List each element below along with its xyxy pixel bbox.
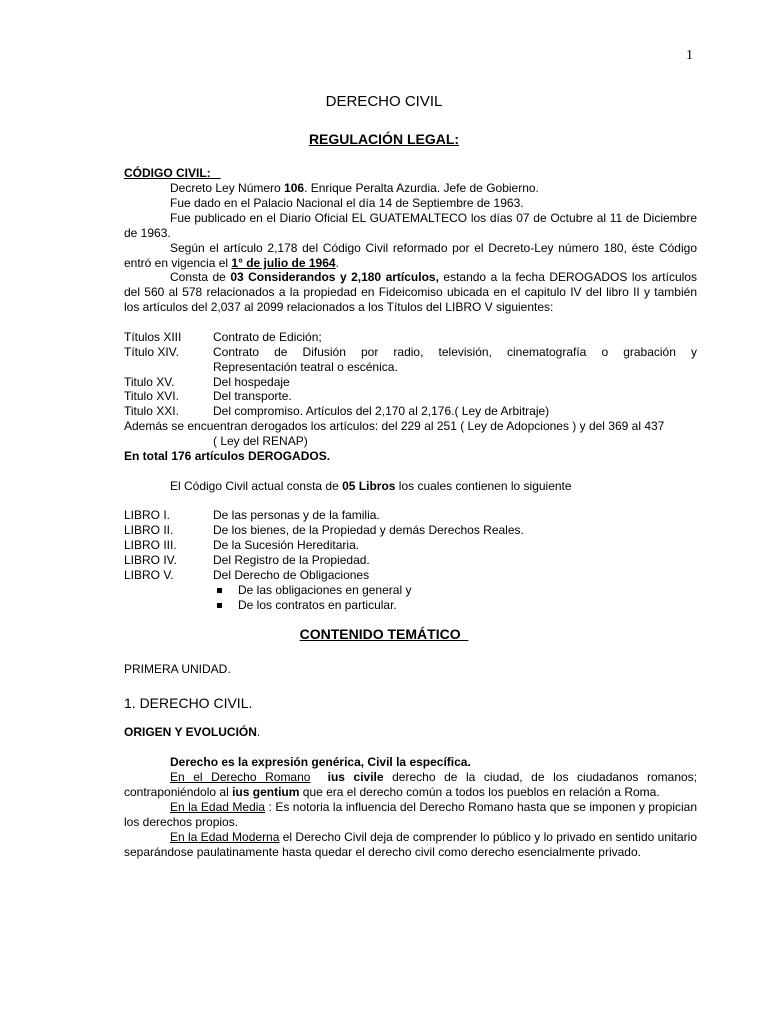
- ademas-line: Además se encuentran derogados los artículos: del 229 al 251 ( Ley de Adopciones ) y del 369 al 437: [124, 419, 665, 433]
- total-derogados: En total 176 artículos DEROGADOS.: [124, 449, 331, 463]
- edad-moderna-paragraph: En la Edad Moderna el Derecho Civil deja de comprender lo público y lo privado en sentido unitario separándose paulatinamente hasta quedar el derecho civil como derecho esencialmente privado.: [124, 830, 698, 859]
- page-number: 1: [686, 48, 693, 63]
- titulo-row: Titulo XVI. Del transporte.: [124, 389, 292, 403]
- libro-row: LIBRO II. De los bienes, de la Propiedad y demás Derechos Reales.: [124, 523, 524, 537]
- edad-media-paragraph: En la Edad Media : Es notoria la influencia del Derecho Romano hasta que se imponen y propician los derechos propios.: [124, 800, 697, 829]
- primera-unidad: PRIMERA UNIDAD.: [124, 662, 231, 676]
- square-bullet-icon: [217, 588, 222, 593]
- libro-row: LIBRO I. De las personas y de la familia.: [124, 508, 380, 522]
- square-bullet-icon: [217, 603, 222, 608]
- contenido-tematico-heading: CONTENIDO TEMÁTICO: [299, 626, 461, 642]
- ademas-line-continued: ( Ley del RENAP): [213, 434, 308, 448]
- decreto-paragraph: Decreto Ley Número 106. Enrique Peralta Azurdia. Jefe de Gobierno.: [170, 181, 539, 195]
- titulo-row: Títulos XIII Contrato de Edición;: [124, 330, 322, 344]
- titulo-row: Titulo XV. Del hospedaje: [124, 375, 290, 389]
- libro-row: LIBRO III. De la Sucesión Hereditaria.: [124, 538, 360, 552]
- section-subtitle: REGULACIÓN LEGAL:: [308, 131, 460, 147]
- section-heading-derecho-civil: 1. DERECHO CIVIL.: [124, 695, 253, 711]
- titulo-row: Titulo XXI. Del compromiso. Artículos del 2,170 al 2,176.( Ley de Arbitraje): [124, 404, 550, 418]
- consta-paragraph: Consta de 03 Considerandos y 2,180 artículos, estando a la fecha DEROGADOS los artículos del 560 al 578 relacionados a la propiedad en Fideicomiso ubicada en el capitulo IV del libro II y también los artículos del 2,037 al 2099 relacionados a los Títulos del LIBRO V siguientes:: [124, 270, 697, 314]
- document-page: 1 DERECHO CIVIL REGULACIÓN LEGAL: CÓDIGO CIVIL: Decreto Ley Número 106. Enrique Peralta Azurdia. Jefe de Gobierno. Fue dado en el Palacio Nacional el día 14 de Septiembre de 1963. Fue publicado en el Diario Oficial EL GUATEMALTECO los días 07 de Octubre al 11 de Diciembre de 1963. Según el artículo 2,178 del Código Civil reformado por el Decreto-Ley número 180, éste Código entró en vigencia el 1° de julio de 1964. Consta de 03 Considerandos y 2,180 artículos, estando a la fecha DEROGADOS los artículos del 560 al 578 relacionados a la propiedad en Fideicomiso ubicada en el capitulo IV del libro II y también los artículos del 2,037 al 2099 relacionados a los Títulos del LIBRO V siguientes: Títulos XIII Contrato de Edición; Título XIV. Contrato de Difusión por radio, televisión, cinematografía o grabación y Representación teatral o escénica. Titulo XV. Del hospedaje Titulo XVI. Del transporte. Titulo XXI. Del compromiso. Artículos del 2,170 al 2,176.( Ley de Arbitraje) Además se encuentran derogados los artículos: del 229 al 251 ( Ley de Adopciones ) y del 369 al 437 ( Ley del RENAP) En total 176 artículos DEROGADOS. El Código Civil actual consta de 05 Libros los cuales contienen lo siguiente LIBRO I. De las personas y de la familia. LIBRO II. De los bienes, de la Propiedad y demás Derechos Reales. LIBRO III. De la Sucesión Hereditaria. LIBRO IV. Del Registro de la Propiedad. LIBRO V. Del Derecho de Obligaciones De las obligaciones en general y De los contratos en particular. CONTENIDO TEMÁTICO PRIMERA UNIDAD. 1. DERECHO CIVIL. ORIGEN Y EVOLUCIÓN. Derecho es la expresión genérica, Civil la específica. En el Derecho Romano ius civile derecho de la ciudad, de los ciudadanos romanos; contraponiéndolo al ius gentium que era el derecho común a todos los pueblos en relación a Roma. En la Edad Media : Es notoria la influencia del Derecho Romano hasta que se imponen y propician los derechos propios. En la Edad Moderna el Derecho Civil deja de comprender lo público y lo privado en sentido unitario separándose paulatinamente hasta quedar el derecho civil como derecho esencialmente privado.: [0, 0, 768, 1024]
- consta-libros-line: El Código Civil actual consta de 05 Libros los cuales contienen lo siguiente: [170, 479, 572, 493]
- origen-heading: ORIGEN Y EVOLUCIÓN.: [124, 725, 261, 739]
- document-title: DERECHO CIVIL: [325, 93, 443, 110]
- vigencia-paragraph: Según el artículo 2,178 del Código Civil reformado por el Decreto-Ley número 180, éste Código entró en vigencia el 1° de julio de 1964.: [124, 241, 697, 270]
- romano-paragraph: En el Derecho Romano ius civile derecho de la ciudad, de los ciudadanos romanos; contraponiéndolo al ius gentium que era el derecho común a todos los pueblos en relación a Roma.: [124, 770, 698, 799]
- titulo-row: Representación teatral o escénica.: [213, 360, 398, 374]
- fue-publicado-paragraph: Fue publicado en el Diario Oficial EL GUATEMALTECO los días 07 de Octubre al 11 de Diciembre de 1963.: [124, 211, 697, 240]
- libro-row: LIBRO V. Del Derecho de Obligaciones: [124, 568, 370, 582]
- codigo-civil-heading: CÓDIGO CIVIL:: [124, 166, 211, 180]
- libro-row: LIBRO IV. Del Registro de la Propiedad.: [124, 553, 370, 567]
- titulo-row: Título XIV. Contrato de Difusión por radio, televisión, cinematografía o grabación y: [124, 345, 697, 359]
- fue-dado-paragraph: Fue dado en el Palacio Nacional el día 14 de Septiembre de 1963.: [170, 196, 524, 210]
- derecho-expresion: Derecho es la expresión genérica, Civil la específica.: [170, 755, 471, 769]
